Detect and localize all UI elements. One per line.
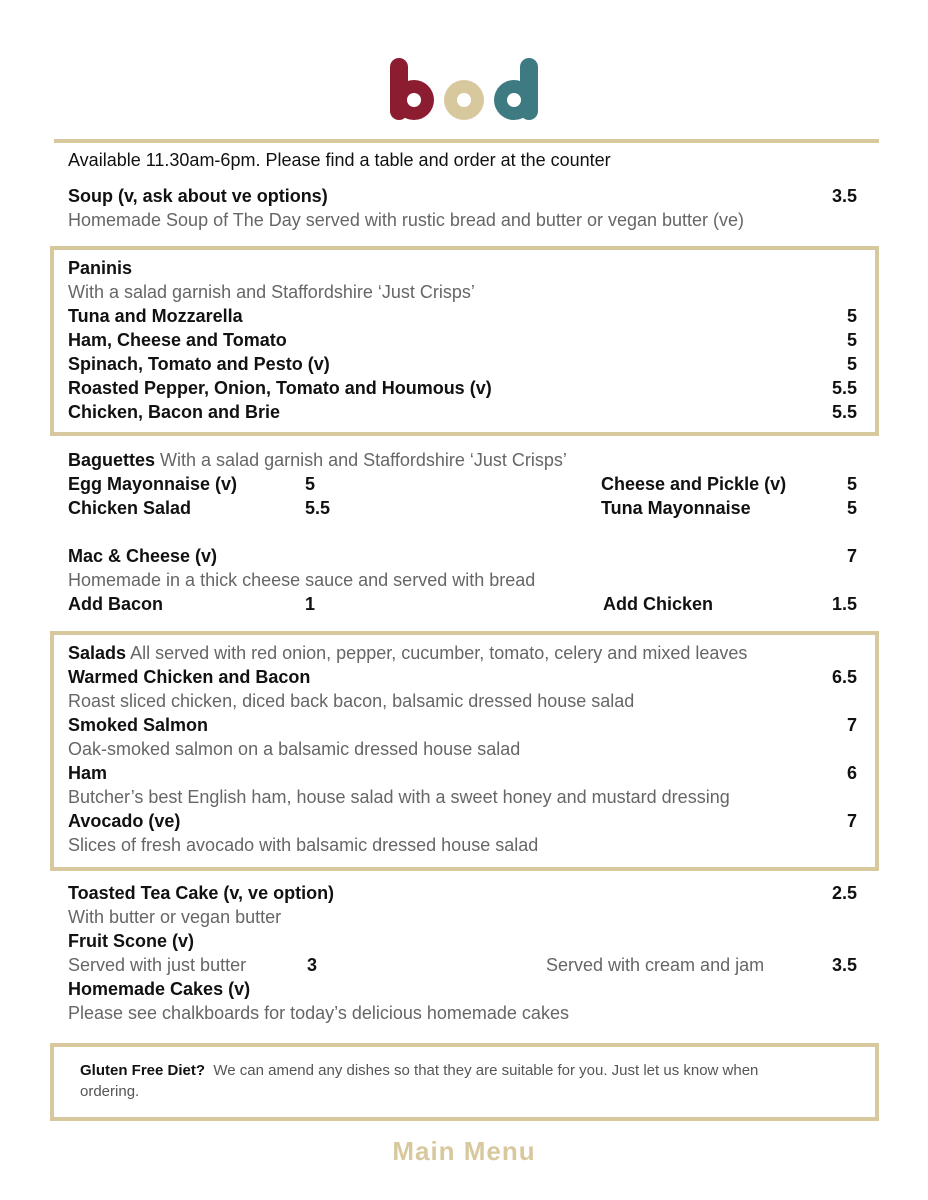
logo-o [444, 80, 484, 120]
scone-name: Fruit Scone (v) [68, 931, 195, 951]
baguette-item-name: Egg Mayonnaise (v) [68, 474, 238, 494]
baguettes-title: Baguettes [68, 450, 156, 470]
add-bacon-label: Add Bacon [68, 594, 164, 614]
salad-item-price: 6.5 [831, 667, 857, 687]
top-divider [54, 139, 879, 143]
salad-item-desc: Roast sliced chicken, diced back bacon, balsamic dressed house salad [68, 691, 635, 711]
soup-name: Soup (v, ask about ve options) [68, 186, 328, 206]
panini-item-name: Ham, Cheese and Tomato [68, 330, 287, 350]
panini-item-name: Tuna and Mozzarella [68, 306, 243, 326]
salads-desc: All served with red onion, pepper, cucumber, tomato, celery and mixed leaves [130, 643, 748, 663]
baguette-item-price: 5.5 [305, 498, 331, 518]
salad-item-name: Smoked Salmon [68, 715, 209, 735]
paninis-desc: With a salad garnish and Staffordshire ‘Just Crisps’ [68, 282, 475, 302]
teacake-price: 2.5 [831, 883, 857, 903]
menu-title: Main Menu [392, 1136, 536, 1166]
scone-option-cream-price: 3.5 [831, 955, 857, 975]
add-bacon-price: 1 [305, 594, 316, 614]
baguette-item-price: 5 [846, 498, 857, 518]
salad-item-price: 7 [846, 715, 857, 735]
baguettes-desc: With a salad garnish and Staffordshire ‘Just Crisps’ [160, 450, 567, 470]
panini-item-name: Roasted Pepper, Onion, Tomato and Houmous (v) [68, 378, 492, 398]
paninis-title: Paninis [68, 258, 133, 278]
gluten-free-text: We can amend any dishes so that they are suitable for you. Just let us know when ordering. [80, 1062, 759, 1100]
salad-item-price: 7 [846, 811, 857, 831]
salads-title: Salads [68, 643, 127, 663]
panini-item-price: 5 [846, 354, 857, 374]
add-chicken-price: 1.5 [831, 594, 857, 614]
cakes-desc: Please see chalkboards for today’s delicious homemade cakes [68, 1003, 569, 1023]
baguette-item-name: Tuna Mayonnaise [601, 498, 751, 518]
salad-item-desc: Oak-smoked salmon on a balsamic dressed house salad [68, 739, 521, 759]
baguettes-header [68, 448, 567, 472]
baguette-item-price: 5 [846, 474, 857, 494]
salads-header [68, 641, 747, 665]
soup-price: 3.5 [831, 186, 857, 206]
add-chicken-label: Add Chicken [603, 594, 714, 614]
gluten-free-title: Gluten Free Diet? [80, 1062, 206, 1079]
gluten-free-note [80, 1060, 820, 1102]
salad-item-desc: Slices of fresh avocado with balsamic dressed house salad [68, 835, 539, 855]
baguette-item-name: Cheese and Pickle (v) [601, 474, 787, 494]
panini-item-price: 5.5 [831, 378, 857, 398]
salad-item-price: 6 [846, 763, 857, 783]
panini-item-price: 5.5 [831, 402, 857, 422]
salad-item-desc: Butcher’s best English ham, house salad with a sweet honey and mustard dressing [68, 787, 730, 807]
cakes-name: Homemade Cakes (v) [68, 979, 251, 999]
scone-option-butter: Served with just butter [68, 955, 247, 975]
scone-option-cream: Served with cream and jam [546, 955, 765, 975]
panini-item-name: Chicken, Bacon and Brie [68, 402, 281, 422]
scone-option-butter-price: 3 [307, 955, 318, 975]
soup-desc: Homemade Soup of The Day served with rustic bread and butter or vegan butter (ve) [68, 210, 745, 230]
baguette-item-name: Chicken Salad [68, 498, 192, 518]
panini-item-price: 5 [846, 306, 857, 326]
panini-item-price: 5 [846, 330, 857, 350]
salad-item-name: Ham [68, 763, 108, 783]
logo-d [494, 58, 538, 120]
teacake-name: Toasted Tea Cake (v, ve option) [68, 883, 335, 903]
salad-item-name: Warmed Chicken and Bacon [68, 667, 311, 687]
bod-logo [388, 56, 540, 122]
panini-item-name: Spinach, Tomato and Pesto (v) [68, 354, 330, 374]
logo-b [390, 58, 434, 120]
salad-item-name: Avocado (ve) [68, 811, 181, 831]
mac-price: 7 [846, 546, 857, 566]
availability-note: Available 11.30am-6pm. Please find a table and order at the counter [68, 150, 611, 170]
baguette-item-price: 5 [305, 474, 316, 494]
mac-name: Mac & Cheese (v) [68, 546, 218, 566]
mac-desc: Homemade in a thick cheese sauce and served with bread [68, 570, 536, 590]
teacake-desc: With butter or vegan butter [68, 907, 282, 927]
